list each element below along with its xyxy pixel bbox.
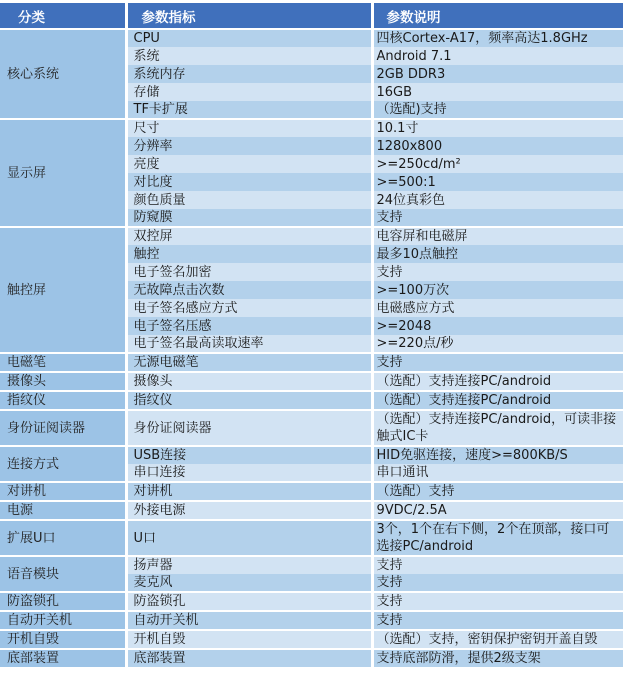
- value-cell: 四核Cortex-A17，频率高达1.8GHz: [372, 29, 623, 47]
- category-cell-12: 防盗锁孔: [0, 592, 126, 611]
- spec-row: [0, 391, 623, 410]
- category-cell-4: 摄像头: [0, 372, 126, 391]
- value-cell: 支持: [372, 353, 623, 372]
- category-cell-6: 身份证阅读器: [0, 410, 126, 446]
- param-cell: 对比度: [126, 173, 372, 191]
- value-cell: 1280x800: [372, 137, 623, 155]
- category-cell-5: 指纹仪: [0, 391, 126, 410]
- param-cell: 触控: [126, 245, 372, 263]
- param-cell: 分辨率: [126, 137, 372, 155]
- value-cell: 9VDC/2.5A: [372, 501, 623, 520]
- category-cell-7: 连接方式: [0, 446, 126, 482]
- value-cell: （选配)支持: [372, 101, 623, 119]
- param-cell: CPU: [126, 29, 372, 47]
- spec-row: [0, 649, 623, 667]
- value-cell: 支持: [372, 611, 623, 630]
- column-header-category: 分类: [0, 3, 126, 29]
- category-cell-15: 底部装置: [0, 649, 126, 667]
- value-cell: （选配）支持连接PC/android，可读非接触式IC卡: [372, 410, 623, 446]
- category-cell-2: 触控屏: [0, 227, 126, 353]
- param-cell: 无源电磁笔: [126, 353, 372, 372]
- param-cell: 双控屏: [126, 227, 372, 245]
- param-cell: 防窥膜: [126, 209, 372, 227]
- param-cell: 扬声器: [126, 556, 372, 574]
- value-cell: 24位真彩色: [372, 191, 623, 209]
- value-cell: 支持: [372, 209, 623, 227]
- param-cell: 系统: [126, 47, 372, 65]
- category-cell-3: 电磁笔: [0, 353, 126, 372]
- param-cell: 尺寸: [126, 119, 372, 137]
- value-cell: 3个，1个在右下侧，2个在顶部，接口可选接PC/android: [372, 520, 623, 556]
- spec-row: [0, 119, 623, 137]
- param-cell: 串口连接: [126, 464, 372, 482]
- param-cell: 底部装置: [126, 649, 372, 667]
- spec-row: [0, 592, 623, 611]
- param-cell: 对讲机: [126, 482, 372, 501]
- spec-row: [0, 227, 623, 245]
- value-cell: 电容屏和电磁屏: [372, 227, 623, 245]
- param-cell: 摄像头: [126, 372, 372, 391]
- value-cell: （选配）支持: [372, 482, 623, 501]
- column-header-description: 参数说明: [372, 3, 623, 29]
- param-cell: 电子签名感应方式: [126, 299, 372, 317]
- value-cell: 电磁感应方式: [372, 299, 623, 317]
- spec-row: [0, 353, 623, 372]
- value-cell: 支持: [372, 263, 623, 281]
- param-cell: TF卡扩展: [126, 101, 372, 119]
- category-cell-14: 开机自毁: [0, 630, 126, 649]
- category-cell-9: 电源: [0, 501, 126, 520]
- param-cell: 防盗锁孔: [126, 592, 372, 611]
- value-cell: >=500:1: [372, 173, 623, 191]
- param-cell: 亮度: [126, 155, 372, 173]
- param-cell: 存储: [126, 83, 372, 101]
- param-cell: 颜色质量: [126, 191, 372, 209]
- value-cell: 支持: [372, 556, 623, 574]
- value-cell: 16GB: [372, 83, 623, 101]
- value-cell: 支持: [372, 574, 623, 592]
- value-cell: （选配）支持，密钥保护密钥开盖自毁: [372, 630, 623, 649]
- spec-row: [0, 611, 623, 630]
- category-cell-10: 扩展U口: [0, 520, 126, 556]
- spec-row: [0, 630, 623, 649]
- param-cell: U口: [126, 520, 372, 556]
- spec-row: [0, 501, 623, 520]
- value-cell: （选配）支持连接PC/android: [372, 372, 623, 391]
- param-cell: 外接电源: [126, 501, 372, 520]
- value-cell: 支持: [372, 592, 623, 611]
- value-cell: Android 7.1: [372, 47, 623, 65]
- category-cell-13: 自动开关机: [0, 611, 126, 630]
- category-cell-0: 核心系统: [0, 29, 126, 119]
- param-cell: 自动开关机: [126, 611, 372, 630]
- spec-row: [0, 372, 623, 391]
- param-cell: 无故障点击次数: [126, 281, 372, 299]
- spec-row: [0, 520, 623, 556]
- header-row: [0, 3, 623, 29]
- value-cell: 2GB DDR3: [372, 65, 623, 83]
- column-header-parameter: 参数指标: [126, 3, 372, 29]
- spec-row: [0, 556, 623, 574]
- spec-row: [0, 446, 623, 464]
- param-cell: 电子签名压感: [126, 317, 372, 335]
- value-cell: HID免驱连接，速度>=800KB/S: [372, 446, 623, 464]
- param-cell: USB连接: [126, 446, 372, 464]
- value-cell: >=100万次: [372, 281, 623, 299]
- spec-table-body: [0, 29, 623, 667]
- value-cell: >=2048: [372, 317, 623, 335]
- category-cell-11: 语音模块: [0, 556, 126, 592]
- spec-table-header: [0, 3, 623, 29]
- param-cell: 电子签名加密: [126, 263, 372, 281]
- value-cell: >=250cd/m²: [372, 155, 623, 173]
- value-cell: 串口通讯: [372, 464, 623, 482]
- param-cell: 开机自毁: [126, 630, 372, 649]
- value-cell: （选配）支持连接PC/android: [372, 391, 623, 410]
- spec-row: [0, 29, 623, 47]
- value-cell: 支持底部防滑，提供2级支架: [372, 649, 623, 667]
- value-cell: 10.1寸: [372, 119, 623, 137]
- spec-row: [0, 410, 623, 446]
- param-cell: 电子签名最高读取速率: [126, 335, 372, 353]
- spec-table: [0, 3, 623, 667]
- param-cell: 麦克风: [126, 574, 372, 592]
- param-cell: 身份证阅读器: [126, 410, 372, 446]
- spec-row: [0, 482, 623, 501]
- value-cell: 最多10点触控: [372, 245, 623, 263]
- param-cell: 系统内存: [126, 65, 372, 83]
- value-cell: >=220点/秒: [372, 335, 623, 353]
- category-cell-1: 显示屏: [0, 119, 126, 227]
- category-cell-8: 对讲机: [0, 482, 126, 501]
- param-cell: 指纹仪: [126, 391, 372, 410]
